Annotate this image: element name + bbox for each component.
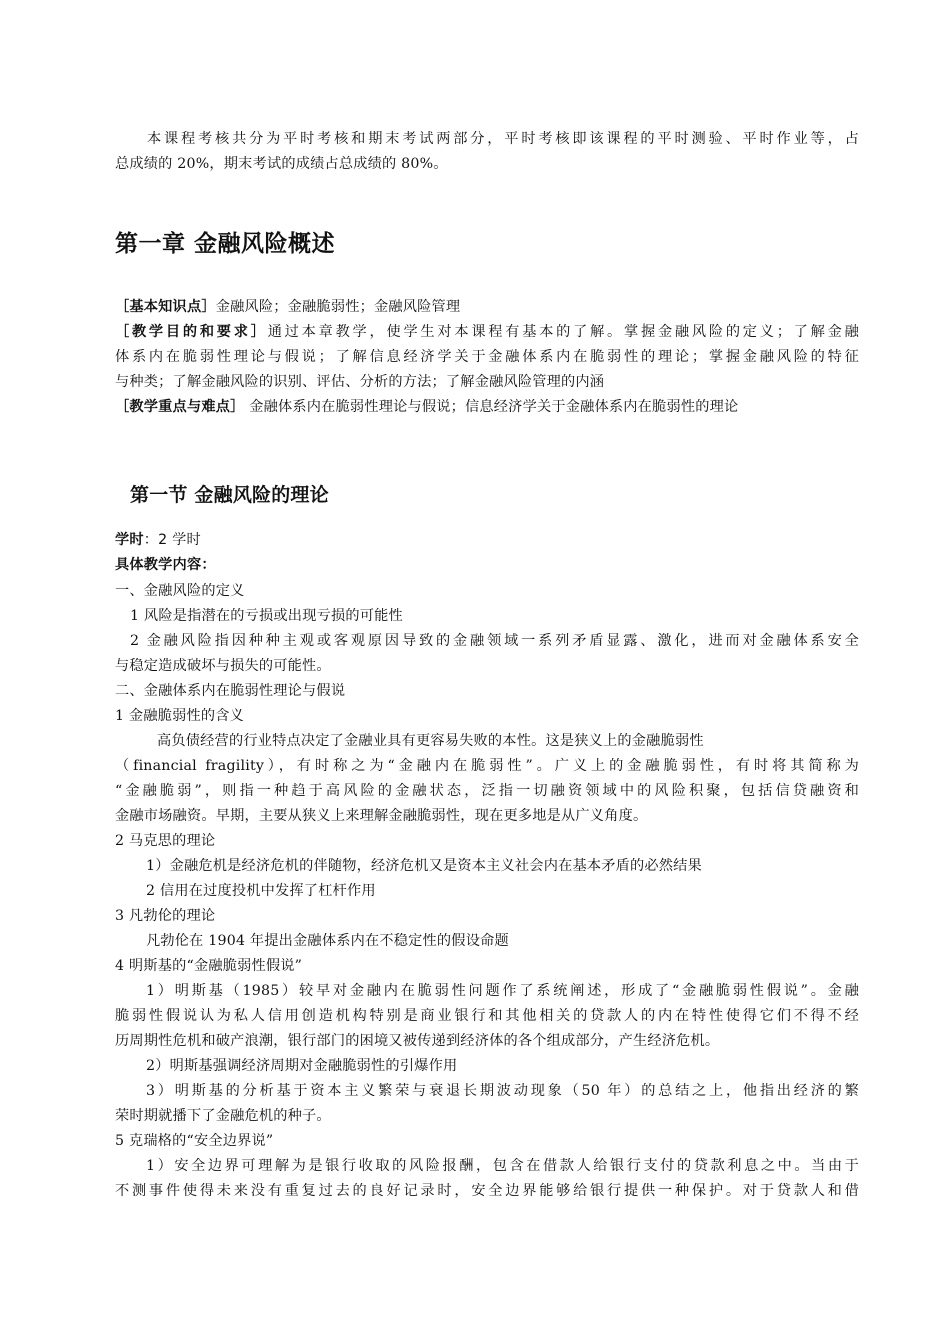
body-line: 1 风险是指潜在的亏损或出现亏损的可能性: [130, 608, 403, 624]
body-line: 1）安全边界可理解为是银行收取的风险报酬，包含在借款人给银行支付的贷款利息之中。当由于: [146, 1158, 859, 1174]
body-line: 一、金融风险的定义: [115, 583, 245, 599]
chapter-title: 第一章 金融风险概述: [115, 231, 336, 257]
body-line: 脆弱性假说认为私人信用创造机构特别是商业银行和其他相关的贷款人的内在特性使得它们不得不经: [115, 1008, 859, 1024]
basic-knowledge-label: ［基本知识点］: [115, 299, 216, 315]
hours-label: 学时: [115, 532, 144, 548]
goal-line-3: 与种类；了解金融风险的识别、评估、分析的方法；了解金融风险管理的内涵: [115, 374, 605, 390]
focus-label: ［教学重点与难点］: [115, 399, 245, 415]
body-line: 历周期性危机和破产浪潮，银行部门的困境又被传递到经济体的各个组成部分，产生经济危机。: [115, 1033, 720, 1049]
basic-knowledge: [115, 297, 460, 317]
intro-line-1: 本课程考核共分为平时考核和期末考试两部分，平时考核即该课程的平时测验、平时作业等，占: [147, 131, 859, 147]
body-line: 荣时期就播下了金融危机的种子。: [115, 1108, 331, 1124]
body-line: 1 金融脆弱性的含义: [115, 708, 245, 724]
content-label: 具体教学内容：: [115, 557, 216, 573]
goal-label: ［教学目的和要求］: [115, 324, 268, 340]
body-line: 5 克瑞格的“安全边界说”: [115, 1133, 274, 1149]
basic-knowledge-text: 金融风险；金融脆弱性；金融风险管理: [215, 299, 461, 315]
focus-line: [115, 397, 738, 417]
body-line: 2）明斯基强调经济周期对金融脆弱性的引爆作用: [146, 1058, 458, 1074]
body-line: “金融脆弱”，则指一种趋于高风险的金融状态，泛指一切融资领域中的风险积聚，包括信贷融资和: [115, 783, 859, 799]
focus-text: 金融体系内在脆弱性理论与假说；信息经济学关于金融体系内在脆弱性的理论: [244, 399, 739, 415]
body-line: 1）金融危机是经济危机的伴随物，经济危机又是资本主义社会内在基本矛盾的必然结果: [146, 858, 702, 874]
section-title: 第一节 金融风险的理论: [130, 484, 329, 506]
body-line: 金融市场融资。早期，主要从狭义上来理解金融脆弱性，现在更多地是从广义角度。: [115, 808, 648, 824]
body-line: 1）明斯基（1985）较早对金融内在脆弱性问题作了系统阐述，形成了“金融脆弱性假说”。金融: [146, 983, 859, 999]
body-line: 2 金融风险指因种种主观或客观原因导致的金融领域一系列矛盾显露、激化，进而对金融体系安全: [130, 633, 859, 649]
body-line: （financial fragility），有时称之为“金融内在脆弱性”。广义上的金融脆弱性，有时将其简称为: [115, 758, 859, 774]
body-line: 二、金融体系内在脆弱性理论与假说: [115, 683, 346, 699]
hours-line: [115, 530, 201, 550]
goal-line-1: [115, 322, 859, 342]
body-line: 2 信用在过度投机中发挥了杠杆作用: [146, 883, 376, 899]
goal-text-1: 通过本章教学，使学生对本课程有基本的了解。掌握金融风险的定义；了解金融: [267, 324, 859, 340]
hours-text: ：2 学时: [143, 532, 201, 548]
body-line: 2 马克思的理论: [115, 833, 216, 849]
body-line: 3）明斯基的分析基于资本主义繁荣与衰退长期波动现象（50 年）的总结之上，他指出经济的繁: [146, 1083, 859, 1099]
body-line: 高负债经营的行业特点决定了金融业具有更容易失败的本性。这是狭义上的金融脆弱性: [157, 733, 704, 749]
body-line: 4 明斯基的“金融脆弱性假说”: [115, 958, 303, 974]
goal-line-2: 体系内在脆弱性理论与假说；了解信息经济学关于金融体系内在脆弱性的理论；掌握金融风险的特征: [115, 349, 859, 365]
body-line: 凡勃伦在 1904 年提出金融体系内在不稳定性的假设命题: [146, 933, 509, 949]
intro-line-2: 总成绩的 20%，期末考试的成绩占总成绩的 80%。: [115, 156, 448, 172]
body-line: 不测事件使得未来没有重复过去的良好记录时，安全边界能够给银行提供一种保护。对于贷款人和借: [115, 1183, 859, 1199]
body-line: 3 凡勃伦的理论: [115, 908, 216, 924]
body-line: 与稳定造成破坏与损失的可能性。: [115, 658, 331, 674]
